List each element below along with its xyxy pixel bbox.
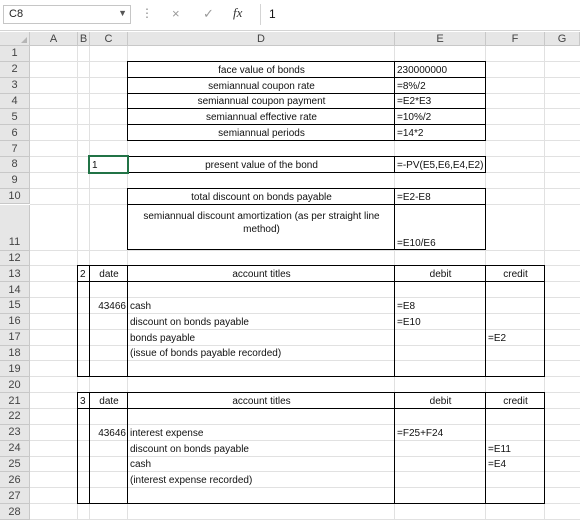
column-header-b[interactable]: B (78, 32, 90, 46)
cell-f21[interactable]: credit (503, 396, 528, 407)
cell-e23[interactable]: =F25+F24 (397, 427, 444, 439)
cell-d24[interactable]: discount on bonds payable (130, 443, 249, 455)
row-header[interactable]: 22 (0, 409, 30, 425)
cell-e4[interactable]: =E2*E3 (397, 96, 432, 108)
row-header[interactable]: 18 (0, 346, 30, 362)
formula-input[interactable] (260, 4, 578, 25)
assumptions-divider (394, 61, 395, 141)
row-header[interactable]: 14 (0, 282, 30, 298)
formula-bar (0, 0, 580, 31)
enter-icon[interactable]: ✓ (203, 6, 214, 21)
journal-1-header-line (77, 281, 545, 282)
cell-d2[interactable]: face value of bonds (218, 64, 305, 76)
cell-d15[interactable]: cash (130, 300, 152, 312)
cell-e16[interactable]: =E10 (397, 316, 421, 328)
cell-b13[interactable]: 2 (80, 269, 86, 281)
assumptions-row-line (127, 124, 486, 125)
cell-c15[interactable]: 43466 (98, 300, 126, 312)
row-header[interactable]: 9 (0, 173, 30, 189)
select-all-corner[interactable] (0, 32, 30, 46)
cell-d25[interactable]: cash (130, 459, 152, 471)
row-header[interactable]: 27 (0, 488, 30, 504)
discount-divider (394, 188, 395, 251)
cell-d13[interactable]: account titles (232, 269, 291, 281)
row-header[interactable]: 28 (0, 504, 30, 520)
column-header-g[interactable]: G (545, 32, 580, 46)
cell-d10[interactable]: total discount on bonds payable (191, 191, 332, 203)
cell-d17[interactable]: bonds payable (130, 332, 196, 344)
column-header-d[interactable]: D (128, 32, 395, 46)
cell-f25[interactable]: =E4 (488, 459, 507, 471)
cell-d5[interactable]: semiannual effective rate (206, 112, 317, 124)
row-header[interactable]: 20 (0, 377, 30, 393)
row-header[interactable]: 17 (0, 330, 30, 346)
discount-row-line (127, 204, 486, 205)
row-header[interactable]: 8 (0, 157, 30, 173)
row-header[interactable]: 4 (0, 94, 30, 110)
chevron-down-icon[interactable]: ▼ (118, 8, 127, 18)
selected-cell-c8[interactable] (88, 155, 129, 174)
cell-e6[interactable]: =14*2 (397, 128, 424, 140)
column-header-f[interactable]: F (486, 32, 545, 46)
cell-f17[interactable]: =E2 (488, 332, 507, 344)
journal-2-header-line (77, 408, 545, 409)
cell-b21[interactable]: 3 (80, 396, 86, 407)
name-box-value: C8 (9, 8, 24, 20)
cell-d16[interactable]: discount on bonds payable (130, 316, 249, 328)
column-header-a[interactable]: A (30, 32, 78, 46)
row-gridline (30, 519, 580, 520)
row-header[interactable]: 24 (0, 441, 30, 457)
cancel-icon[interactable]: × (172, 6, 180, 21)
cell-c21[interactable]: date (99, 396, 119, 407)
cell-e11[interactable]: =E10/E6 (397, 237, 436, 249)
assumptions-row-line (127, 77, 486, 78)
cell-e8[interactable]: =-PV(E5,E6,E4,E2) (397, 159, 484, 171)
row-header[interactable]: 1 (0, 46, 30, 62)
cell-d26[interactable]: (interest expense recorded) (130, 475, 253, 487)
row-header[interactable]: 13 (0, 266, 30, 282)
assumptions-row-line (127, 108, 486, 109)
formula-text: 1 (269, 7, 276, 21)
cell-d21[interactable]: account titles (232, 396, 291, 407)
row-header[interactable]: 3 (0, 78, 30, 94)
row-header[interactable]: 25 (0, 457, 30, 473)
pv-divider (394, 156, 395, 173)
cell-d11[interactable]: semiannual discount amortization (as per straight line method) (143, 210, 380, 235)
cell-c23[interactable]: 43646 (98, 427, 126, 439)
row-header[interactable]: 10 (0, 189, 30, 205)
row-header[interactable]: 15 (0, 298, 30, 314)
cell-c8[interactable]: 1 (92, 159, 98, 171)
column-header-e[interactable]: E (395, 32, 486, 46)
row-header[interactable]: 7 (0, 141, 30, 157)
cell-e21[interactable]: debit (429, 396, 452, 407)
row-header[interactable]: 26 (0, 472, 30, 488)
row-header[interactable]: 19 (0, 361, 30, 377)
cell-f13[interactable]: credit (503, 269, 528, 281)
cell-d6[interactable]: semiannual periods (218, 128, 305, 140)
cell-d4[interactable]: semiannual coupon payment (197, 96, 326, 108)
row-header[interactable]: 12 (0, 251, 30, 267)
row-header[interactable]: 23 (0, 425, 30, 441)
row-header[interactable]: 16 (0, 314, 30, 330)
more-options-icon[interactable]: ⋮ (141, 6, 153, 20)
row-header[interactable]: 6 (0, 125, 30, 141)
row-header[interactable]: 11 (0, 205, 30, 251)
cell-d8[interactable]: present value of the bond (205, 159, 318, 171)
cell-d23[interactable]: interest expense (130, 427, 204, 439)
cell-e5[interactable]: =10%/2 (397, 112, 432, 124)
cell-e2[interactable]: 230000000 (397, 64, 448, 76)
row-header[interactable]: 2 (0, 62, 30, 78)
cell-d3[interactable]: semiannual coupon rate (208, 80, 315, 92)
cell-e10[interactable]: =E2-E8 (397, 191, 431, 203)
insert-function-icon[interactable]: fx (233, 5, 243, 20)
row-header[interactable]: 21 (0, 393, 30, 409)
cell-f24[interactable]: =E11 (488, 443, 511, 455)
row-header[interactable]: 5 (0, 109, 30, 125)
cell-d18[interactable]: (issue of bonds payable recorded) (130, 348, 282, 360)
cell-e3[interactable]: =8%/2 (397, 80, 426, 92)
name-box[interactable] (3, 5, 131, 24)
cell-e15[interactable]: =E8 (397, 300, 416, 312)
cell-c13[interactable]: date (99, 269, 119, 281)
assumptions-row-line (127, 93, 486, 94)
cell-e13[interactable]: debit (429, 269, 452, 281)
column-header-c[interactable]: C (90, 32, 128, 46)
